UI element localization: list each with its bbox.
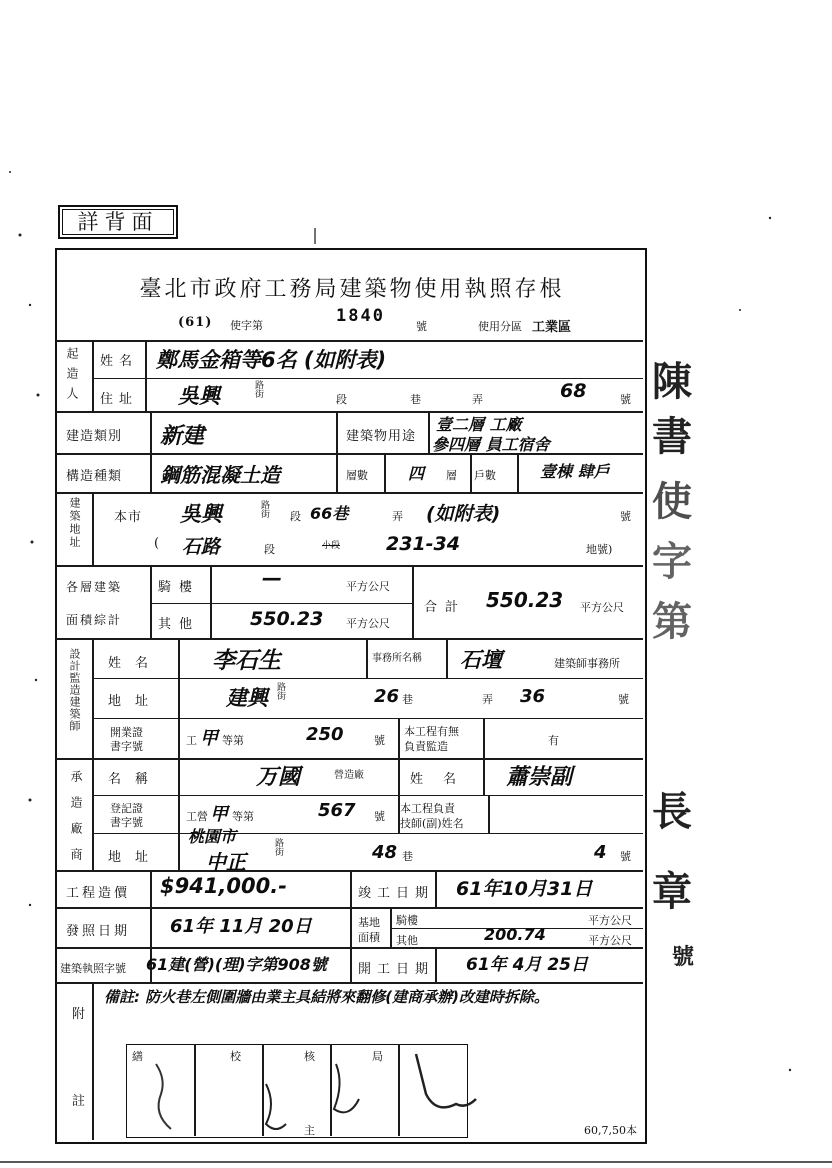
remark-label-2: 註: [72, 1094, 87, 1109]
applicant-addr-xiang: 巷: [410, 393, 421, 406]
base-other-unit: 平方公尺: [588, 934, 632, 947]
contractor-cert-label-1: 登記證: [110, 802, 143, 815]
side-stamp-char: 陳: [652, 358, 692, 405]
base-other-value: 200.74: [484, 925, 546, 944]
remark-label-1: 附: [72, 1007, 87, 1022]
architect-addr-no: 36: [520, 686, 546, 707]
contractor-addr-city: 桃園市: [188, 827, 237, 846]
start-label: 開工日期: [358, 962, 435, 977]
site-city: 本市: [114, 510, 143, 525]
site-lot-no: 231-34: [386, 533, 460, 555]
applicant-addr-nong: 弄: [472, 393, 483, 406]
site-lot-duan: 段: [264, 543, 275, 556]
site-duan: 段: [290, 510, 301, 523]
contractor-cert-prefix: 工營: [186, 810, 208, 823]
contractor-cert-grade: 甲: [210, 804, 228, 825]
building-use-value-1: 壹二層 工廠: [436, 415, 522, 434]
contractor-addr-no: 4: [594, 842, 607, 863]
side-stamp-char: 長: [652, 788, 692, 835]
stamp-label: 主: [304, 1124, 315, 1137]
architect-name-value: 李石生: [212, 648, 281, 674]
stamp-label: 局: [372, 1050, 383, 1063]
issue-label: 發照日期: [66, 924, 131, 939]
households-label: 戶數: [474, 469, 496, 482]
architect-resp-label-1: 本工程有無: [404, 725, 459, 738]
applicant-addr-no: 68: [560, 380, 587, 402]
contractor-addr-hao: 號: [620, 850, 631, 863]
license-number: 1840: [336, 306, 385, 326]
completion-label: 竣工日期: [358, 886, 435, 901]
floors-unit: 層: [446, 469, 457, 482]
architect-office-label: 事務所名稱: [372, 653, 422, 664]
base-area-label-1: 基地: [358, 916, 380, 929]
contractor-tech-label-2: 技師(副)姓名: [400, 817, 464, 830]
architect-resp-label-2: 負責監造: [404, 740, 448, 753]
site-label: 建築地址: [68, 497, 81, 549]
area-other-label: 其他: [158, 617, 201, 632]
households-value: 壹棟 肆戶: [540, 462, 610, 481]
completion-value: 61年10月31日: [456, 878, 593, 900]
stamp-label: 核: [304, 1050, 315, 1063]
site-hao: 號: [620, 510, 631, 523]
site-lot-close: 地號): [586, 543, 613, 556]
architect-cert-mid: 等第: [222, 734, 244, 747]
site-lot-open: (: [154, 536, 161, 551]
applicant-addr-value: 吳興: [178, 384, 220, 408]
site-lot-sec: 石路: [182, 536, 221, 558]
zone-label: 使用分區: [478, 320, 522, 333]
architect-addr-value: 建興: [226, 686, 268, 710]
applicant-addr-label: 住址: [100, 392, 139, 407]
architect-addr-label: 地址: [108, 694, 163, 709]
footer-note: 60,7,50本: [584, 1124, 637, 1137]
building-use-label: 建築物用途: [346, 429, 417, 444]
contractor-cert-mid: 等第: [232, 810, 254, 823]
side-stamp-char: 書: [652, 413, 692, 460]
site-lot-small: 小段: [322, 541, 341, 551]
license-suffix: 號: [416, 320, 427, 333]
side-stamp-char: 章: [652, 868, 692, 915]
permit-label: 建築執照字號: [60, 962, 126, 975]
building-type-label: 建造類別: [66, 429, 123, 444]
applicant-addr-road: 路街: [253, 380, 263, 398]
site-nong: 弄: [392, 510, 403, 523]
area-total-label: 合計: [424, 600, 467, 615]
area-arcade-label: 騎樓: [158, 580, 201, 595]
base-arcade-unit: 平方公尺: [588, 914, 632, 927]
issue-value: 61年 11月 20日: [170, 916, 312, 937]
building-use-value-2: 參四層 員工宿舍: [432, 435, 550, 454]
applicant-name-label: 姓名: [100, 354, 139, 369]
applicant-group-label: 起造人: [65, 347, 79, 407]
contractor-addr-xiang-val: 48: [372, 842, 398, 863]
contractor-person-label: 姓名: [410, 772, 477, 787]
applicant-name-value: 鄭馬金箱等6名 (如附表): [156, 348, 387, 372]
cost-value: $941,000.-: [160, 874, 287, 898]
cost-label: 工程造價: [66, 886, 131, 901]
form-title: 臺北市政府工務局建築物使用執照存根: [139, 277, 565, 302]
architect-cert-hao: 號: [374, 734, 385, 747]
remark-text: 備註: 防火巷左側圍牆由業主具結將來翻修(建商承辦)改建時拆除。: [104, 988, 549, 1006]
stamp-label: 校: [230, 1050, 241, 1063]
architect-addr-hao: 號: [618, 693, 629, 706]
base-other-label: 其他: [396, 934, 418, 947]
area-other-unit: 平方公尺: [346, 617, 390, 630]
contractor-person-value: 蕭崇副: [506, 765, 573, 790]
contractor-tech-label-1: 本工程負責: [400, 802, 455, 815]
floors-value: 四: [408, 464, 425, 483]
architect-cert-no: 250: [306, 724, 344, 745]
building-type-value: 新建: [160, 424, 205, 449]
applicant-addr-hao: 號: [620, 393, 631, 406]
area-label-1: 各層建築: [66, 580, 123, 594]
zone-value: 工業區: [532, 320, 572, 335]
side-stamp-char: 號: [672, 944, 695, 970]
structure-label: 構造種類: [66, 469, 123, 484]
architect-office-value: 石壇: [460, 648, 502, 672]
architect-cert-label-2: 書字號: [110, 740, 143, 753]
contractor-cert-hao: 號: [374, 810, 385, 823]
contractor-name-label: 名稱: [108, 772, 163, 787]
license-prefix: 使字第: [230, 319, 263, 332]
contractor-name-value: 万國: [256, 765, 301, 790]
area-arcade-value: —: [262, 566, 282, 590]
site-xiang: 66巷: [310, 504, 349, 523]
start-value: 61年 4月 25日: [466, 955, 588, 975]
contractor-name-suffix: 營造廠: [334, 770, 364, 781]
area-total-unit: 平方公尺: [580, 601, 624, 614]
site-road: 吳興: [180, 502, 222, 526]
contractor-addr-xiang: 巷: [402, 850, 413, 863]
contractor-addr-road: 路街: [273, 838, 283, 856]
permit-value: 61建(營)(理)字第908號: [146, 955, 327, 974]
contractor-group-label: 承造廠商: [69, 770, 83, 874]
architect-name-label: 姓名: [108, 656, 163, 671]
architect-office-suffix: 建築師事務所: [554, 657, 620, 670]
architect-addr-road: 路街: [275, 682, 285, 700]
area-total-value: 550.23: [486, 588, 564, 612]
architect-cert-label-1: 開業證: [110, 726, 143, 739]
contractor-cert-no: 567: [318, 800, 356, 821]
architect-addr-xiang: 巷: [402, 693, 413, 706]
contractor-cert-label-2: 書字號: [110, 816, 143, 829]
license-year: (61): [178, 315, 213, 330]
architect-addr-nong: 弄: [482, 693, 493, 706]
area-other-value: 550.23: [250, 608, 324, 630]
stamp-label: 繕: [132, 1050, 143, 1063]
base-area-label-2: 面積: [358, 931, 380, 944]
floors-label: 層數: [346, 469, 368, 482]
site-note: (如附表): [426, 503, 501, 525]
area-label-2: 面積綜計: [66, 613, 123, 627]
document-tag-text: 詳背面: [77, 210, 159, 234]
site-road-suffix: 路街: [259, 500, 269, 518]
architect-resp-value: 有: [548, 734, 559, 747]
contractor-addr-label: 地址: [108, 850, 163, 865]
architect-cert-grade: 甲: [200, 728, 218, 749]
contractor-addr-road-val: 中正: [206, 850, 246, 874]
architect-cert-prefix: 工: [186, 734, 197, 747]
applicant-addr-duan: 段: [336, 393, 347, 406]
base-arcade-label: 騎樓: [396, 914, 418, 927]
architect-group-label: 設計監造建築師: [68, 648, 81, 732]
side-stamp-char: 第: [652, 598, 692, 645]
side-stamp-char: 使: [652, 478, 692, 525]
architect-addr-xiang-val: 26: [374, 686, 400, 707]
area-arcade-unit: 平方公尺: [346, 580, 390, 593]
side-stamp-char: 字: [652, 538, 692, 585]
structure-value: 鋼筋混凝土造: [160, 463, 280, 487]
